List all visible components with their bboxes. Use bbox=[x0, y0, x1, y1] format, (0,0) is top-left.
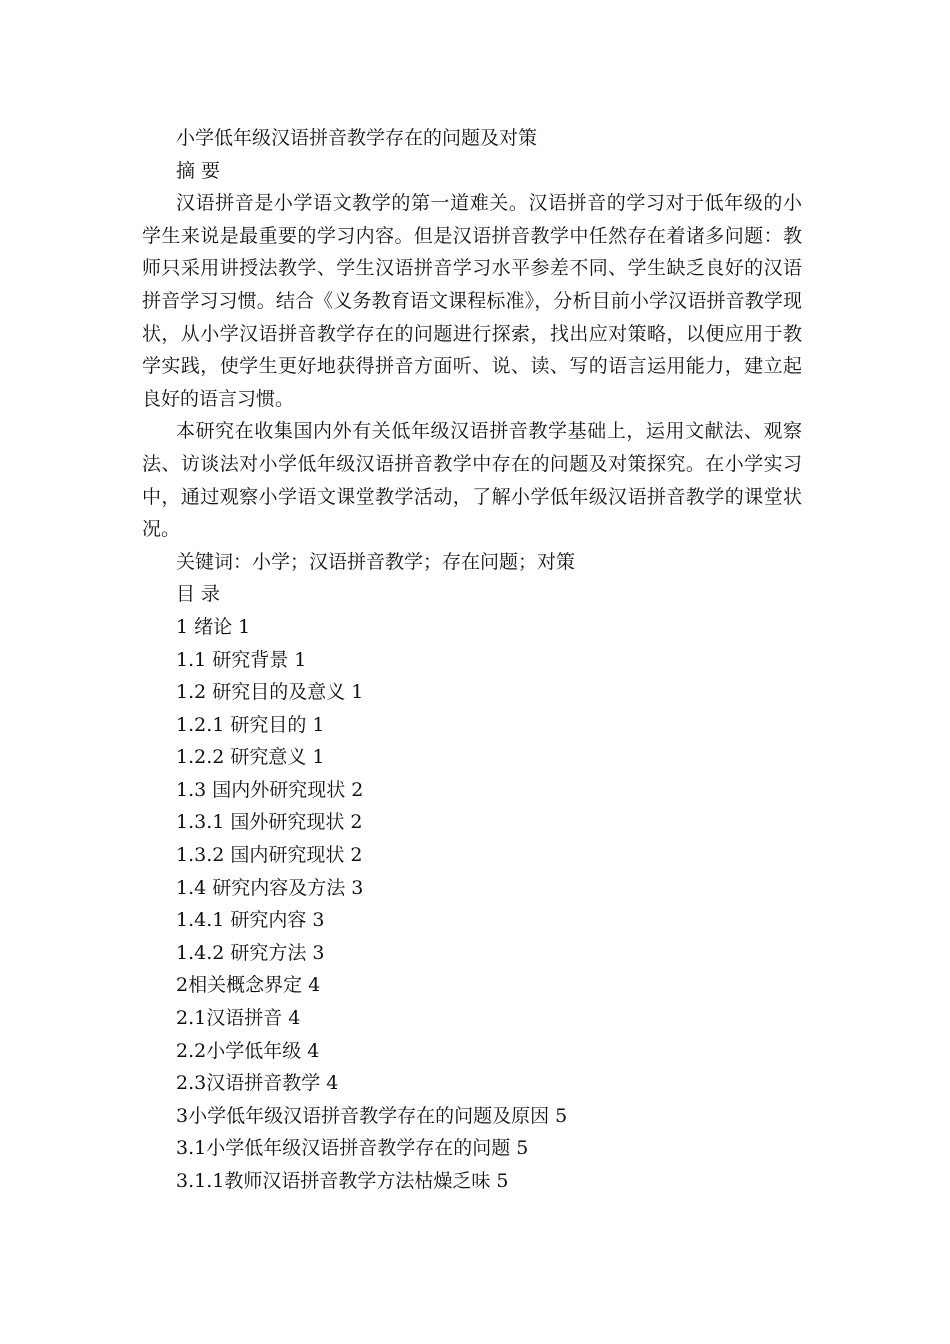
toc-entry-title: 3.1.1教师汉语拼音教学方法枯燥乏味 bbox=[176, 1170, 491, 1192]
toc-entry-page: 4 bbox=[308, 974, 321, 997]
toc-entry-title: 2相关概念界定 bbox=[176, 974, 303, 997]
toc-entry-title: 3.1小学低年级汉语拼音教学存在的问题 bbox=[176, 1137, 511, 1160]
toc-entry[interactable] bbox=[142, 1002, 802, 1035]
toc-entry-page: 1 bbox=[312, 746, 325, 769]
toc-entry-page: 2 bbox=[350, 811, 363, 834]
toc-entry[interactable] bbox=[142, 1100, 802, 1133]
toc-entry-page: 1 bbox=[294, 648, 307, 671]
toc-entry-title: 3小学低年级汉语拼音教学存在的问题及原因 bbox=[176, 1104, 550, 1127]
abstract-heading: 摘 要 bbox=[176, 159, 221, 182]
document-title: 小学低年级汉语拼音教学存在的问题及对策 bbox=[176, 127, 538, 149]
document-body bbox=[142, 122, 802, 1198]
toc-entry[interactable] bbox=[142, 969, 802, 1002]
toc-entry[interactable] bbox=[142, 709, 802, 742]
toc-entry[interactable] bbox=[142, 676, 802, 709]
toc-entry[interactable] bbox=[142, 839, 802, 872]
toc-entry-page: 3 bbox=[312, 909, 325, 932]
toc-entry[interactable] bbox=[142, 937, 802, 970]
toc-entry-page: 5 bbox=[496, 1170, 509, 1192]
toc-entry[interactable] bbox=[142, 644, 802, 677]
toc-entry-title: 1.2.2 研究意义 bbox=[176, 746, 307, 769]
toc-entry-page: 4 bbox=[326, 1072, 339, 1095]
toc-entry-page: 1 bbox=[238, 615, 251, 638]
keywords-line: 关键词：小学；汉语拼音教学；存在问题；对策 bbox=[176, 550, 576, 573]
toc-entry-page: 1 bbox=[312, 713, 325, 736]
toc-entry-page: 5 bbox=[555, 1104, 568, 1127]
toc-entry-title: 1.3 国内外研究现状 bbox=[176, 778, 346, 801]
toc-entry-title: 1.4.1 研究内容 bbox=[176, 909, 307, 932]
toc-entry[interactable] bbox=[142, 741, 802, 774]
toc-entry-title: 2.1汉语拼音 bbox=[176, 1007, 283, 1030]
toc-entry[interactable] bbox=[142, 1132, 802, 1165]
toc-entry-title: 1.3.1 国外研究现状 bbox=[176, 811, 345, 834]
toc-entry-title: 1.2 研究目的及意义 bbox=[176, 681, 346, 704]
toc-entry-title: 2.3汉语拼音教学 bbox=[176, 1072, 321, 1095]
toc-entry-title: 1.4 研究内容及方法 bbox=[176, 876, 346, 899]
toc-entry-title: 1.4.2 研究方法 bbox=[176, 941, 307, 964]
toc-entry[interactable] bbox=[142, 904, 802, 937]
toc-entry-page: 1 bbox=[351, 681, 364, 704]
toc-entry[interactable] bbox=[142, 1165, 802, 1198]
toc-entry[interactable] bbox=[142, 872, 802, 905]
toc-entry-page: 3 bbox=[312, 941, 325, 964]
toc-entry-page: 4 bbox=[288, 1007, 301, 1030]
table-of-contents bbox=[142, 611, 802, 1198]
toc-entry-title: 1.1 研究背景 bbox=[176, 648, 289, 671]
toc-entry-title: 1.2.1 研究目的 bbox=[176, 713, 307, 736]
toc-entry-page: 3 bbox=[351, 876, 364, 899]
toc-entry-page: 2 bbox=[351, 778, 364, 801]
toc-entry[interactable] bbox=[142, 806, 802, 839]
toc-entry[interactable] bbox=[142, 1067, 802, 1100]
toc-entry[interactable] bbox=[142, 1035, 802, 1068]
toc-entry-page: 2 bbox=[350, 844, 363, 867]
toc-entry-title: 1.3.2 国内研究现状 bbox=[176, 844, 345, 867]
abstract-paragraph: 本研究在收集国内外有关低年级汉语拼音教学基础上，运用文献法、观察法、访谈法对小学低年级汉语拼音教学中存在的问题及对策探究。在小学实习中，通过观察小学语文课堂教学活动，了解小学低年级汉语拼音教学的课堂状况。 bbox=[142, 420, 802, 541]
toc-heading: 目 录 bbox=[176, 583, 221, 606]
toc-entry-title: 2.2小学低年级 bbox=[176, 1039, 302, 1062]
toc-entry-title: 1 绪论 bbox=[176, 615, 233, 638]
toc-entry-page: 4 bbox=[307, 1039, 320, 1062]
toc-entry[interactable] bbox=[142, 611, 802, 644]
abstract-paragraph: 汉语拼音是小学语文教学的第一道难关。汉语拼音的学习对于低年级的小学生来说是最重要的学习内容。但是汉语拼音教学中任然存在着诸多问题：教师只采用讲授法教学、学生汉语拼音学习水平参差不同、学生缺乏良好的汉语拼音学习习惯。结合《义务教育语文课程标准》，分析目前小学汉语拼音教学现状，从小学汉语拼音教学存在的问题进行探索，找出应对策略，以便应用于教学实践，使学生更好地获得拼音方面听、说、读、写的语言运用能力，建立起良好的语言习惯。 bbox=[142, 192, 802, 410]
toc-entry[interactable] bbox=[142, 774, 802, 807]
toc-entry-page: 5 bbox=[516, 1137, 529, 1160]
